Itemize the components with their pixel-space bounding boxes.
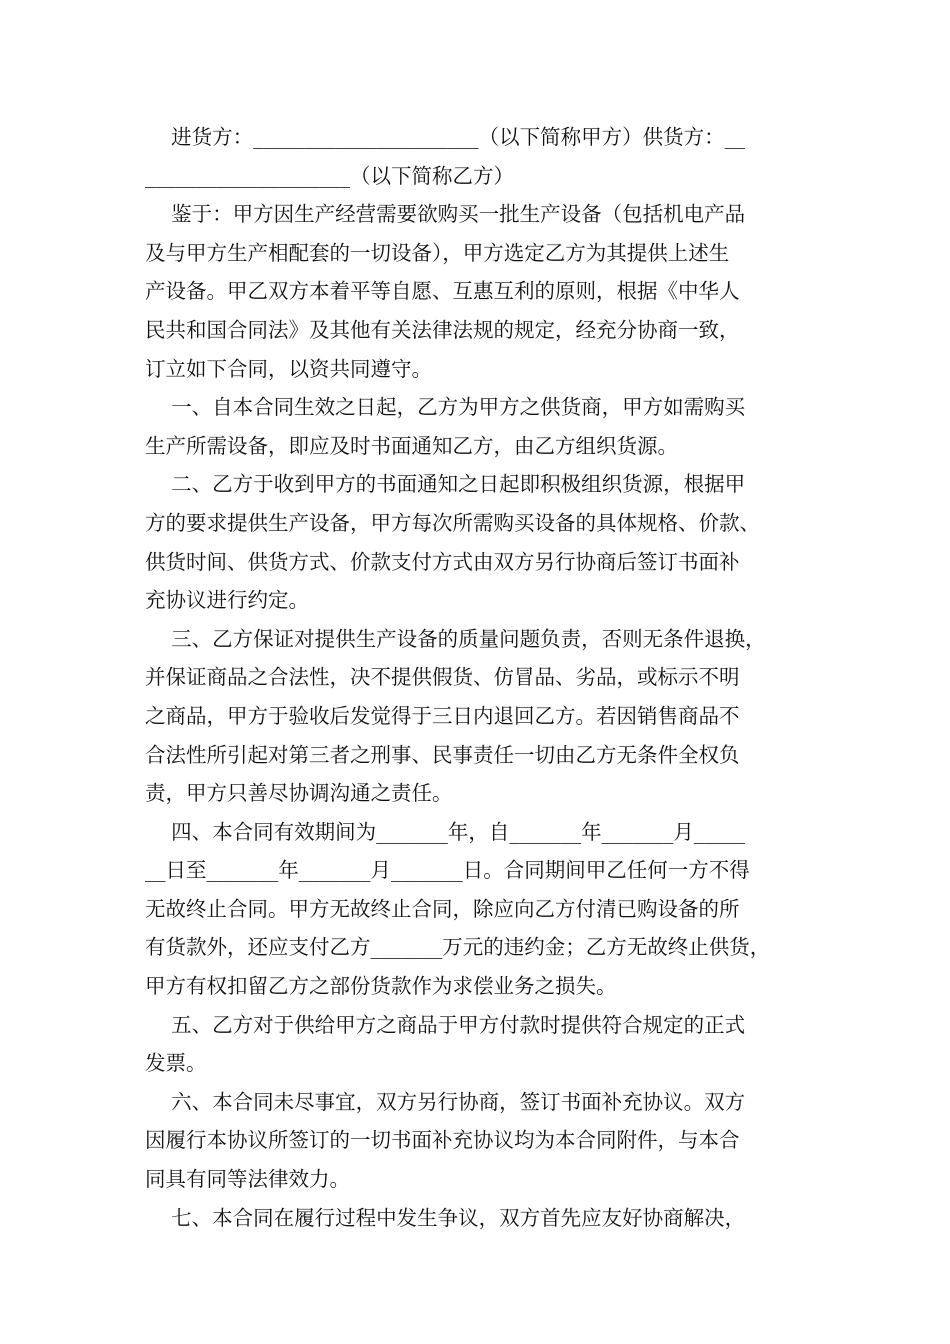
text-line: 因履行本协议所签订的一切书面补充协议均为本合同附件，与本合	[145, 1128, 740, 1153]
text-line: 生产所需设备，即应及时书面通知乙方，由乙方组织货源。	[145, 433, 678, 458]
text-line: 进货方：______________________（以下简称甲方）供货方：__	[145, 125, 746, 149]
text-line: 发票。	[145, 1051, 207, 1076]
text-line: 订立如下合同，以资共同遵守。	[145, 356, 432, 381]
text-line: 责，甲方只善尽协调沟通之责任。	[145, 781, 453, 806]
contract-body	[145, 118, 805, 1237]
text-line: 产设备。甲乙双方本着平等自愿、互惠互利的原则，根据《中华人	[145, 279, 740, 304]
text-line: 四、本合同有效期间为_______年，自_______年_______月_____	[145, 819, 746, 844]
text-line: 合法性所引起对第三者之刑事、民事责任一切由乙方无条件全权负	[145, 742, 740, 767]
text-line: ____________________（以下简称乙方）	[145, 163, 514, 188]
text-line: 之商品，甲方于验收后发觉得于三日内退回乙方。若因销售商品不	[145, 703, 740, 728]
text-line: 六、本合同未尽事宜，双方另行协商，签订书面补充协议。双方	[145, 1089, 746, 1114]
text-line: 甲方有权扣留乙方之部份货款作为求偿业务之损失。	[145, 974, 617, 999]
text-line: 民共和国合同法》及其他有关法律法规的规定，经充分协商一致，	[145, 317, 740, 342]
text-line: 及与甲方生产相配套的一切设备），甲方选定乙方为其提供上述生	[145, 240, 730, 265]
text-line: 七、本合同在履行过程中发生争议，双方首先应友好协商解决，	[145, 1205, 746, 1230]
text-line: 有货款外，还应支付乙方_______万元的违约金；乙方无故终止供货，	[145, 935, 771, 960]
text-line: 供货时间、供货方式、价款支付方式由双方另行协商后签订书面补	[145, 549, 740, 574]
text-line: 五、乙方对于供给甲方之商品于甲方付款时提供符合规定的正式	[145, 1012, 746, 1037]
text-line: 方的要求提供生产设备，甲方每次所需购买设备的具体规格、价款、	[145, 510, 760, 535]
text-line: 一、自本合同生效之日起，乙方为甲方之供货商，甲方如需购买	[145, 395, 746, 420]
text-line: 并保证商品之合法性，决不提供假货、仿冒品、劣品，或标示不明	[145, 665, 740, 690]
text-line: 二、乙方于收到甲方的书面通知之日起即积极组织货源，根据甲	[145, 472, 746, 497]
text-line: 无故终止合同。甲方无故终止合同，除应向乙方付清已购设备的所	[145, 896, 740, 921]
text-line: 充协议进行约定。	[145, 588, 309, 613]
text-line: 三、乙方保证对提供生产设备的质量问题负责，否则无条件退换，	[145, 626, 766, 651]
text-line: 同具有同等法律效力。	[145, 1167, 350, 1192]
text-line: 鉴于：甲方因生产经营需要欲购买一批生产设备（包括机电产品	[145, 202, 746, 227]
text-line: __日至_______年_______月_______日。合同期间甲乙任何一方不得	[145, 858, 750, 883]
